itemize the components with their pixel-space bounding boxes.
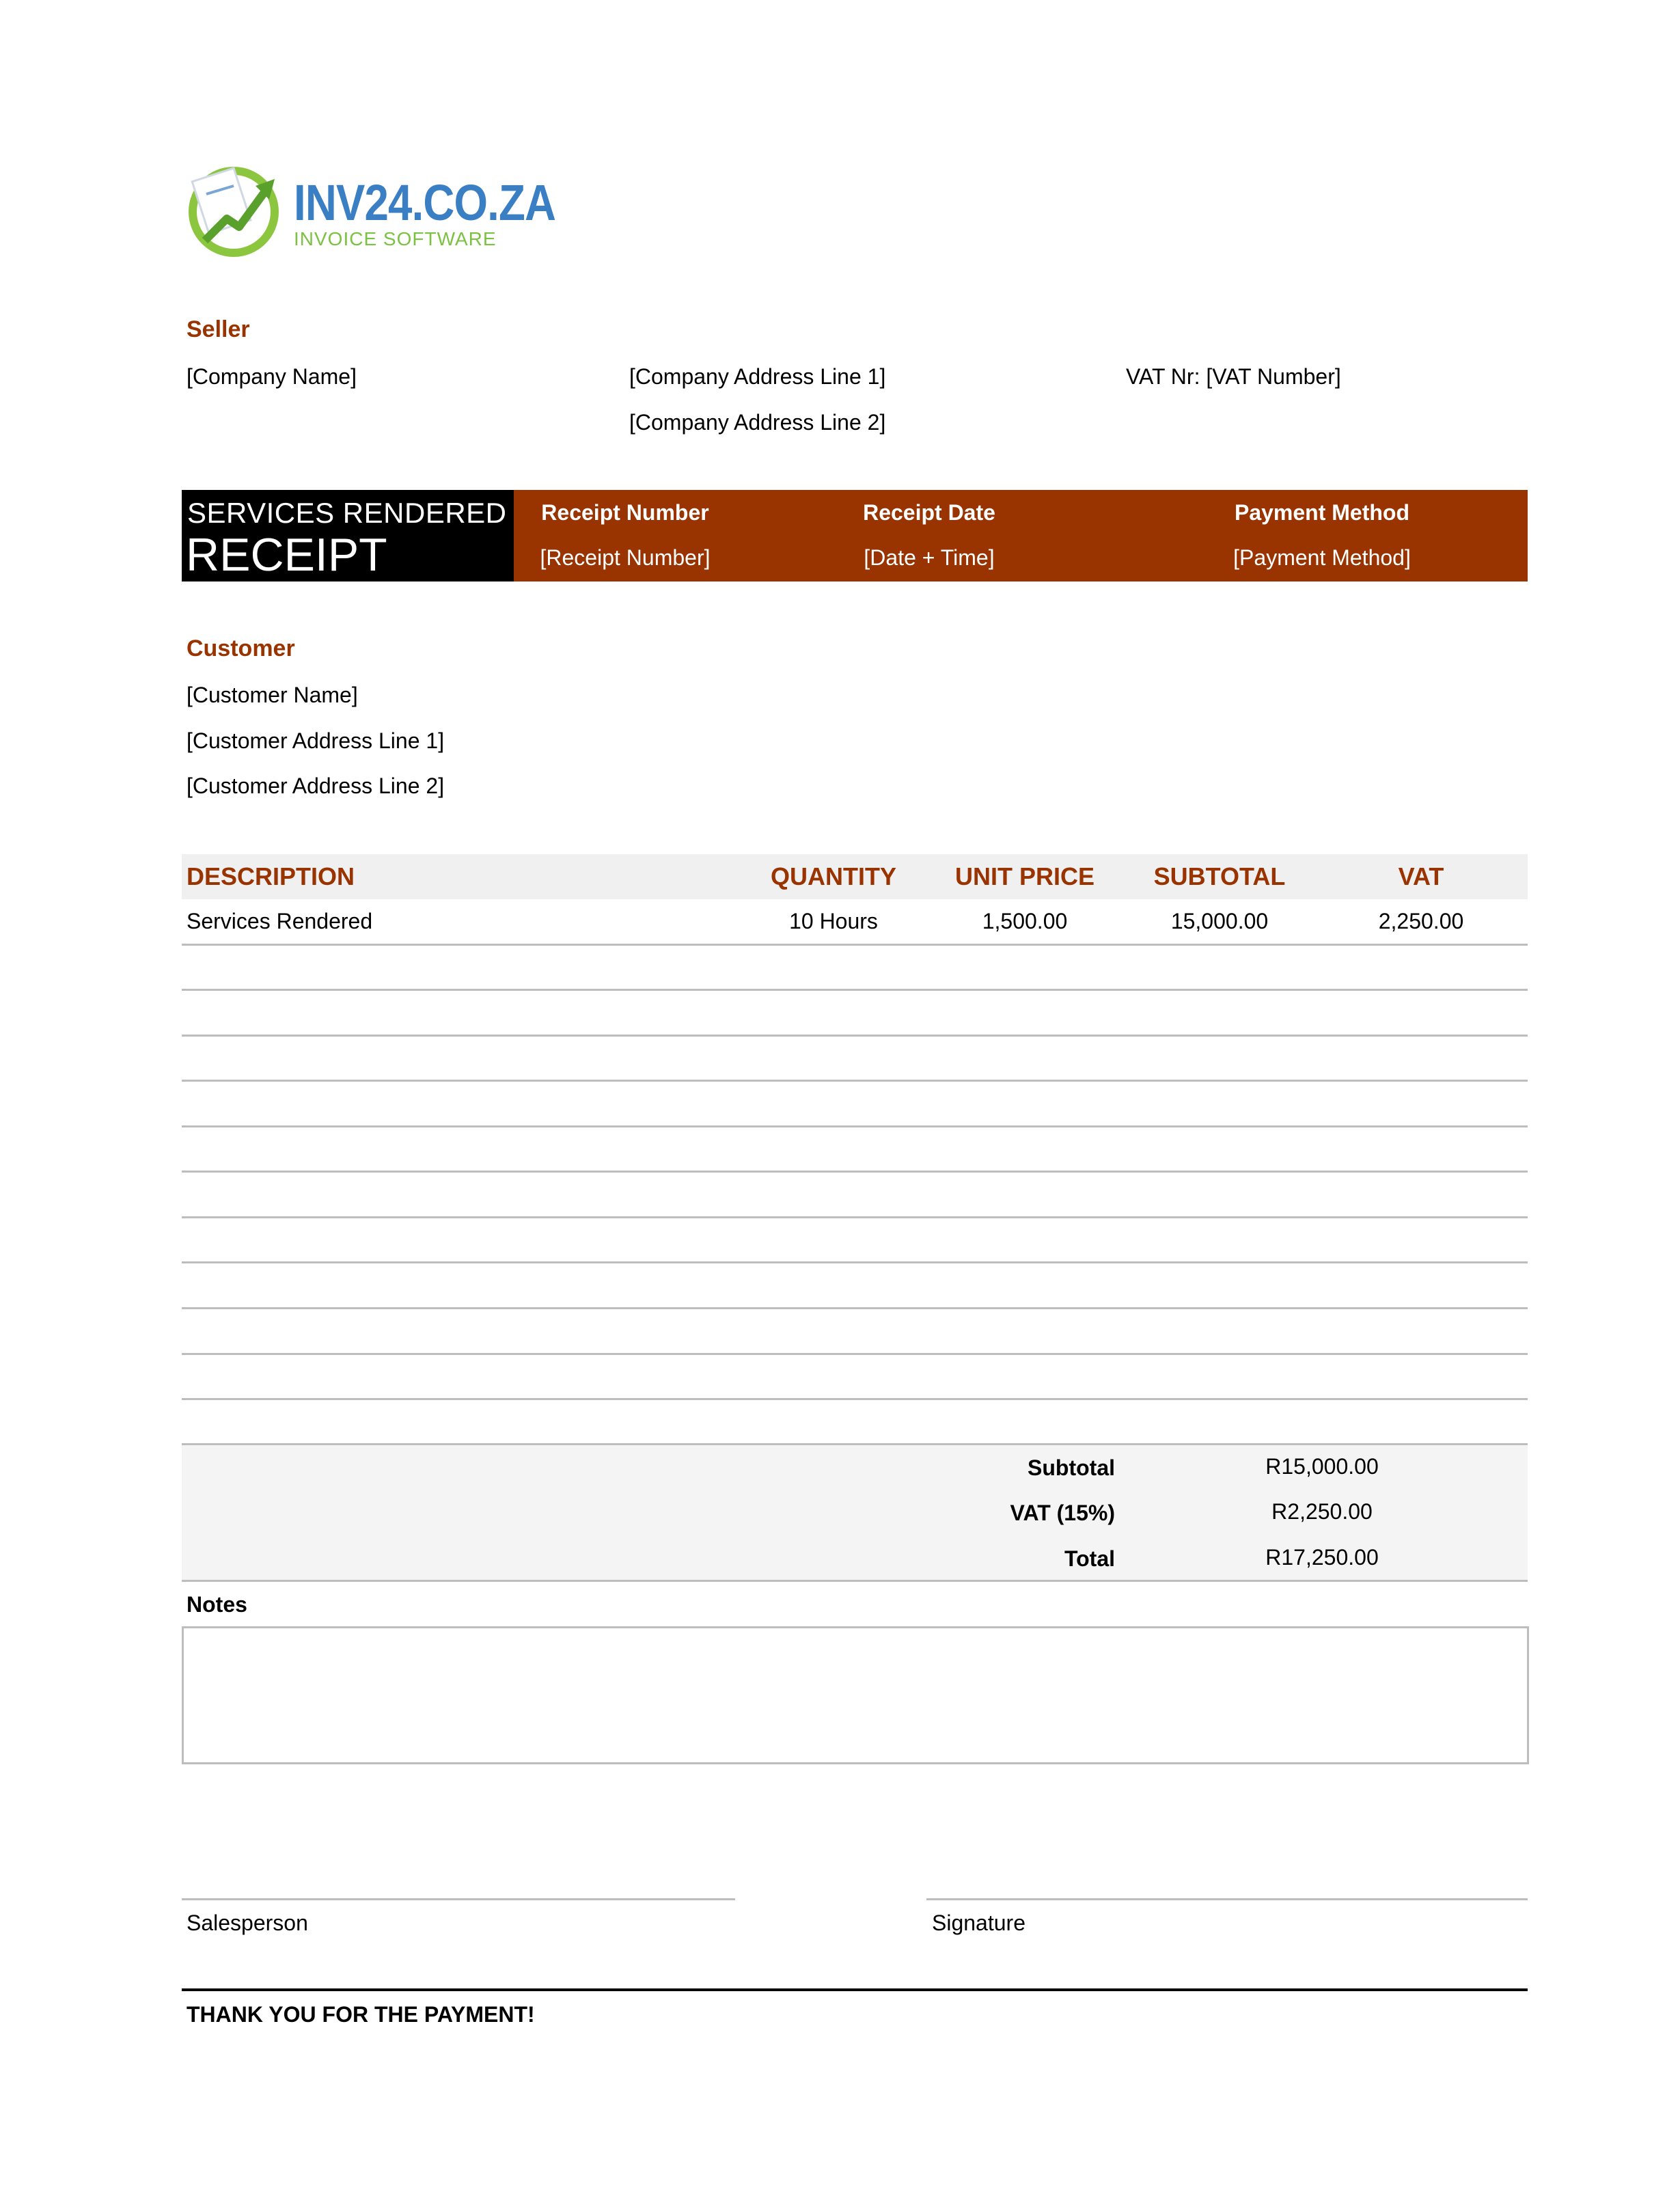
receipt-title: RECEIPT — [186, 529, 387, 581]
seller-heading: Seller — [187, 316, 250, 342]
payment-method-value: [Payment Method] — [1233, 545, 1411, 570]
customer-name: [Customer Name] — [187, 683, 358, 707]
company-logo — [184, 159, 556, 261]
customer-address-line2: [Customer Address Line 2] — [187, 774, 445, 798]
row-divider — [182, 1171, 1528, 1173]
notes-box[interactable] — [182, 1626, 1529, 1764]
row-divider — [182, 1398, 1528, 1400]
row-subtotal: 15,000.00 — [1170, 909, 1269, 933]
row-divider — [182, 1307, 1528, 1309]
row-unit-price: 1,500.00 — [982, 909, 1068, 933]
row-divider — [182, 1080, 1528, 1082]
subtotal-value: R15,000.00 — [1265, 1454, 1379, 1479]
receipt-number-label: Receipt Number — [541, 500, 709, 525]
row-divider — [182, 1261, 1528, 1263]
logo-tagline: INVOICE SOFTWARE — [294, 228, 497, 249]
column-subtotal: SUBTOTAL — [1153, 862, 1286, 890]
row-vat: 2,250.00 — [1378, 909, 1464, 933]
receipt-kicker: SERVICES RENDERED — [187, 497, 507, 529]
row-divider — [182, 1353, 1528, 1355]
logo-brand: INV24.CO.ZA — [294, 174, 556, 231]
row-divider — [182, 1216, 1528, 1218]
customer-heading: Customer — [187, 635, 295, 661]
vat-value: R2,250.00 — [1271, 1499, 1373, 1524]
total-label: Total — [1064, 1546, 1115, 1571]
column-unit-price: UNIT PRICE — [954, 862, 1094, 890]
thank-you-message: THANK YOU FOR THE PAYMENT! — [187, 2002, 535, 2027]
footer-rule — [182, 1988, 1528, 1991]
vat-label: VAT (15%) — [1010, 1501, 1115, 1525]
signature-line — [926, 1898, 1528, 1900]
salesperson-line — [182, 1898, 735, 1900]
seller-company-name: [Company Name] — [187, 364, 357, 389]
signature-label: Signature — [932, 1911, 1025, 1935]
customer-address-line1: [Customer Address Line 1] — [187, 728, 445, 753]
column-description: DESCRIPTION — [187, 862, 355, 890]
column-quantity: QUANTITY — [771, 862, 896, 890]
notes-heading: Notes — [187, 1592, 247, 1617]
column-vat: VAT — [1398, 862, 1444, 890]
seller-vat-number: VAT Nr: [VAT Number] — [1126, 364, 1341, 389]
row-description: Services Rendered — [187, 909, 373, 933]
totals-bottom-rule — [182, 1580, 1528, 1582]
totals-top-rule — [182, 1443, 1528, 1445]
chart-arrow-icon — [184, 159, 287, 261]
receipt-number-value: [Receipt Number] — [540, 545, 711, 570]
receipt-title-block — [182, 490, 514, 581]
total-value: R17,250.00 — [1265, 1545, 1379, 1570]
row-divider — [182, 989, 1528, 991]
seller-address-line1: [Company Address Line 1] — [629, 364, 886, 389]
subtotal-label: Subtotal — [1028, 1455, 1115, 1480]
seller-address-line2: [Company Address Line 2] — [629, 410, 886, 435]
salesperson-label: Salesperson — [187, 1911, 308, 1935]
row-divider — [182, 1125, 1528, 1127]
receipt-date-value: [Date + Time] — [864, 545, 995, 570]
row-divider — [182, 944, 1528, 946]
row-divider — [182, 1035, 1528, 1037]
payment-method-label: Payment Method — [1234, 500, 1410, 525]
receipt-date-label: Receipt Date — [863, 500, 995, 525]
row-quantity: 10 Hours — [789, 909, 878, 933]
